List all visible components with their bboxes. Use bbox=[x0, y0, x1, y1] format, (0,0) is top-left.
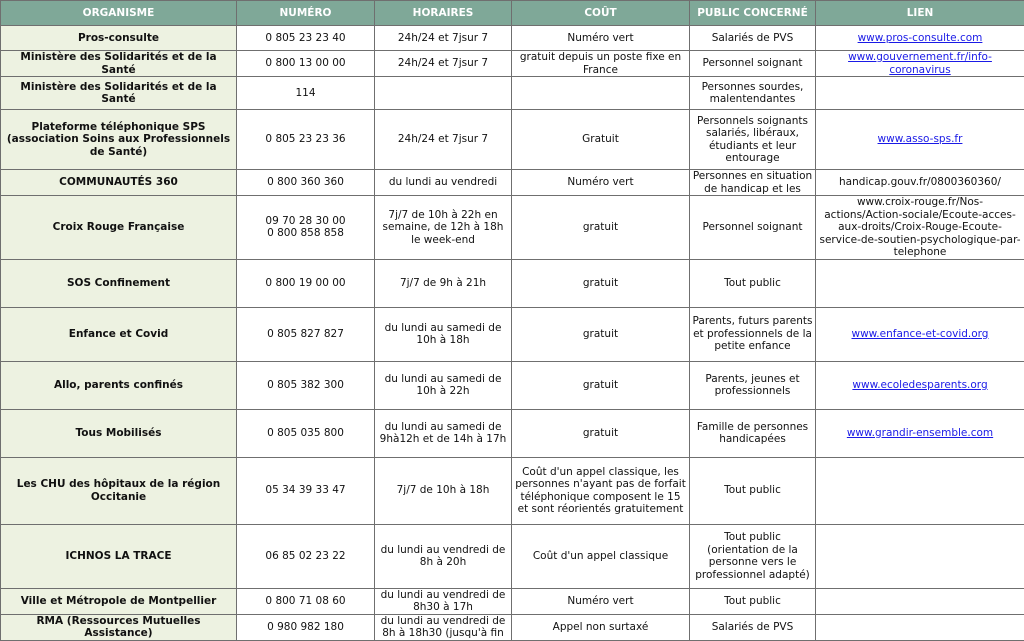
public-cell: Tout public (orientation de la personne vers le professionnel adapté) bbox=[690, 524, 816, 588]
phone-number: 0 805 382 300 bbox=[239, 379, 372, 392]
numero-cell bbox=[237, 26, 375, 51]
website-link[interactable]: www.ecoledesparents.org bbox=[852, 379, 987, 391]
horaires-cell: 7j/7 de 10h à 22h en semaine, de 12h à 18h le week-end bbox=[375, 196, 512, 260]
phone-number: 0 805 035 800 bbox=[239, 427, 372, 440]
website-link[interactable]: www.grandir-ensemble.com bbox=[847, 427, 993, 439]
cout-cell: gratuit bbox=[512, 196, 690, 260]
website-link[interactable]: www.pros-consulte.com bbox=[858, 32, 983, 44]
website-link[interactable]: www.asso-sps.fr bbox=[878, 133, 963, 145]
cout-cell bbox=[512, 77, 690, 110]
organisme-cell: ICHNOS LA TRACE bbox=[1, 524, 237, 588]
table-row bbox=[1, 110, 1024, 170]
public-cell: Personnels soignants salariés, libéraux, étudiants et leur entourage bbox=[690, 110, 816, 170]
table-row bbox=[1, 26, 1024, 51]
organisme-cell: Ministère des Solidarités et de la Santé bbox=[1, 77, 237, 110]
horaires-cell: du lundi au samedi de 10h à 18h bbox=[375, 307, 512, 361]
numero-cell bbox=[237, 77, 375, 110]
numero-cell bbox=[237, 307, 375, 361]
organisme-cell: Tous Mobilisés bbox=[1, 409, 237, 457]
cout-cell: Gratuit bbox=[512, 110, 690, 170]
numero-cell bbox=[237, 361, 375, 409]
table-row bbox=[1, 524, 1024, 588]
phone-number: 0 800 858 858 bbox=[239, 227, 372, 240]
numero-cell bbox=[237, 51, 375, 77]
public-cell: Tout public bbox=[690, 588, 816, 614]
table-row bbox=[1, 614, 1024, 640]
lien-cell bbox=[816, 614, 1024, 640]
header-cout: COÛT bbox=[512, 1, 690, 26]
numero-cell bbox=[237, 110, 375, 170]
lien-cell bbox=[816, 361, 1024, 409]
organisme-cell: COMMUNAUTÉS 360 bbox=[1, 170, 237, 196]
table-row bbox=[1, 170, 1024, 196]
website-text: www.croix-rouge.fr/Nos-actions/Action-sociale/Ecoute-acces-aux-droits/Croix-Rouge-Ecoute-service-de-soutien-psychologique-par-telephone bbox=[819, 196, 1020, 258]
phone-number: 0 800 71 08 60 bbox=[239, 595, 372, 608]
horaires-cell: du lundi au samedi de 10h à 22h bbox=[375, 361, 512, 409]
cout-cell: gratuit bbox=[512, 307, 690, 361]
horaires-cell: du lundi au vendredi bbox=[375, 170, 512, 196]
horaires-cell: du lundi au samedi de 9hà12h et de 14h à 17h bbox=[375, 409, 512, 457]
table-row bbox=[1, 307, 1024, 361]
organisme-cell: Les CHU des hôpitaux de la région Occitanie bbox=[1, 457, 237, 524]
table-row bbox=[1, 457, 1024, 524]
numero-cell bbox=[237, 196, 375, 260]
cout-cell: Coût d'un appel classique, les personnes n'ayant pas de forfait téléphonique composent le 15 et sont réorientés gratuitement bbox=[512, 457, 690, 524]
header-organisme: ORGANISME bbox=[1, 1, 237, 26]
phone-number: 0 800 19 00 00 bbox=[239, 277, 372, 290]
horaires-cell: 24h/24 et 7jsur 7 bbox=[375, 26, 512, 51]
header-numero: NUMÉRO bbox=[237, 1, 375, 26]
cout-cell: gratuit bbox=[512, 259, 690, 307]
numero-cell bbox=[237, 588, 375, 614]
numero-cell bbox=[237, 457, 375, 524]
phone-number: 06 85 02 23 22 bbox=[239, 550, 372, 563]
numero-cell bbox=[237, 614, 375, 640]
numero-cell bbox=[237, 170, 375, 196]
lien-cell bbox=[816, 524, 1024, 588]
phone-number: 0 805 23 23 40 bbox=[239, 32, 372, 45]
public-cell: Salariés de PVS bbox=[690, 614, 816, 640]
horaires-cell bbox=[375, 77, 512, 110]
cout-cell: gratuit bbox=[512, 409, 690, 457]
public-cell: Personnel soignant bbox=[690, 51, 816, 77]
cout-cell: Numéro vert bbox=[512, 26, 690, 51]
horaires-cell: du lundi au vendredi de 8h à 18h30 (jusqu'à fin bbox=[375, 614, 512, 640]
header-horaires: HORAIRES bbox=[375, 1, 512, 26]
header-lien: LIEN bbox=[816, 1, 1024, 26]
lien-cell bbox=[816, 409, 1024, 457]
website-link[interactable]: www.enfance-et-covid.org bbox=[852, 328, 989, 340]
lien-cell bbox=[816, 77, 1024, 110]
cout-cell: Appel non surtaxé bbox=[512, 614, 690, 640]
lien-cell bbox=[816, 259, 1024, 307]
lien-cell bbox=[816, 196, 1024, 260]
horaires-cell: 7j/7 de 9h à 21h bbox=[375, 259, 512, 307]
organisme-cell: Ministère des Solidarités et de la Santé bbox=[1, 51, 237, 77]
phone-number: 0 800 13 00 00 bbox=[239, 57, 372, 70]
organisme-cell: Plateforme téléphonique SPS (association Soins aux Professionnels de Santé) bbox=[1, 110, 237, 170]
organisme-cell: Pros-consulte bbox=[1, 26, 237, 51]
public-cell: Personnes sourdes, malentendantes bbox=[690, 77, 816, 110]
cout-cell: Coût d'un appel classique bbox=[512, 524, 690, 588]
phone-number: 0 980 982 180 bbox=[239, 621, 372, 634]
lien-cell bbox=[816, 26, 1024, 51]
table-row bbox=[1, 77, 1024, 110]
horaires-cell: du lundi au vendredi de 8h30 à 17h bbox=[375, 588, 512, 614]
lien-cell bbox=[816, 110, 1024, 170]
lien-cell bbox=[816, 457, 1024, 524]
phone-number: 0 805 827 827 bbox=[239, 328, 372, 341]
public-cell: Personnel soignant bbox=[690, 196, 816, 260]
phone-number: 0 800 360 360 bbox=[239, 176, 372, 189]
public-cell: Parents, futurs parents et professionnels de la petite enfance bbox=[690, 307, 816, 361]
public-cell: Salariés de PVS bbox=[690, 26, 816, 51]
website-text: handicap.gouv.fr/0800360360/ bbox=[839, 176, 1001, 188]
organisme-cell: Enfance et Covid bbox=[1, 307, 237, 361]
numero-cell bbox=[237, 409, 375, 457]
cout-cell: gratuit bbox=[512, 361, 690, 409]
numero-cell bbox=[237, 524, 375, 588]
public-cell: Parents, jeunes et professionnels bbox=[690, 361, 816, 409]
cout-cell: Numéro vert bbox=[512, 588, 690, 614]
phone-number: 114 bbox=[239, 87, 372, 100]
lien-cell bbox=[816, 588, 1024, 614]
horaires-cell: du lundi au vendredi de 8h à 20h bbox=[375, 524, 512, 588]
table-row bbox=[1, 361, 1024, 409]
lien-cell bbox=[816, 170, 1024, 196]
table-row bbox=[1, 196, 1024, 260]
phone-number: 05 34 39 33 47 bbox=[239, 484, 372, 497]
public-cell: Famille de personnes handicapées bbox=[690, 409, 816, 457]
cout-cell: Numéro vert bbox=[512, 170, 690, 196]
lien-cell bbox=[816, 51, 1024, 77]
header-row bbox=[1, 1, 1024, 26]
organisme-cell: Allo, parents confinés bbox=[1, 361, 237, 409]
public-cell: Tout public bbox=[690, 259, 816, 307]
table-row bbox=[1, 51, 1024, 77]
table-row bbox=[1, 409, 1024, 457]
horaires-cell: 24h/24 et 7jsur 7 bbox=[375, 51, 512, 77]
header-public: PUBLIC CONCERNÉ bbox=[690, 1, 816, 26]
lien-cell bbox=[816, 307, 1024, 361]
numero-cell bbox=[237, 259, 375, 307]
cout-cell: gratuit depuis un poste fixe en France bbox=[512, 51, 690, 77]
organisme-cell: SOS Confinement bbox=[1, 259, 237, 307]
phone-number: 09 70 28 30 00 bbox=[239, 215, 372, 228]
organisme-cell: Ville et Métropole de Montpellier bbox=[1, 588, 237, 614]
organisme-cell: Croix Rouge Française bbox=[1, 196, 237, 260]
table-row bbox=[1, 259, 1024, 307]
horaires-cell: 7j/7 de 10h à 18h bbox=[375, 457, 512, 524]
website-link[interactable]: www.gouvernement.fr/info-coronavirus bbox=[848, 51, 992, 76]
table-row bbox=[1, 588, 1024, 614]
public-cell: Tout public bbox=[690, 457, 816, 524]
phone-number: 0 805 23 23 36 bbox=[239, 133, 372, 146]
organisme-cell: RMA (Ressources Mutuelles Assistance) bbox=[1, 614, 237, 640]
horaires-cell: 24h/24 et 7jsur 7 bbox=[375, 110, 512, 170]
table-body bbox=[1, 26, 1024, 641]
public-cell: Personnes en situation de handicap et les bbox=[690, 170, 816, 196]
